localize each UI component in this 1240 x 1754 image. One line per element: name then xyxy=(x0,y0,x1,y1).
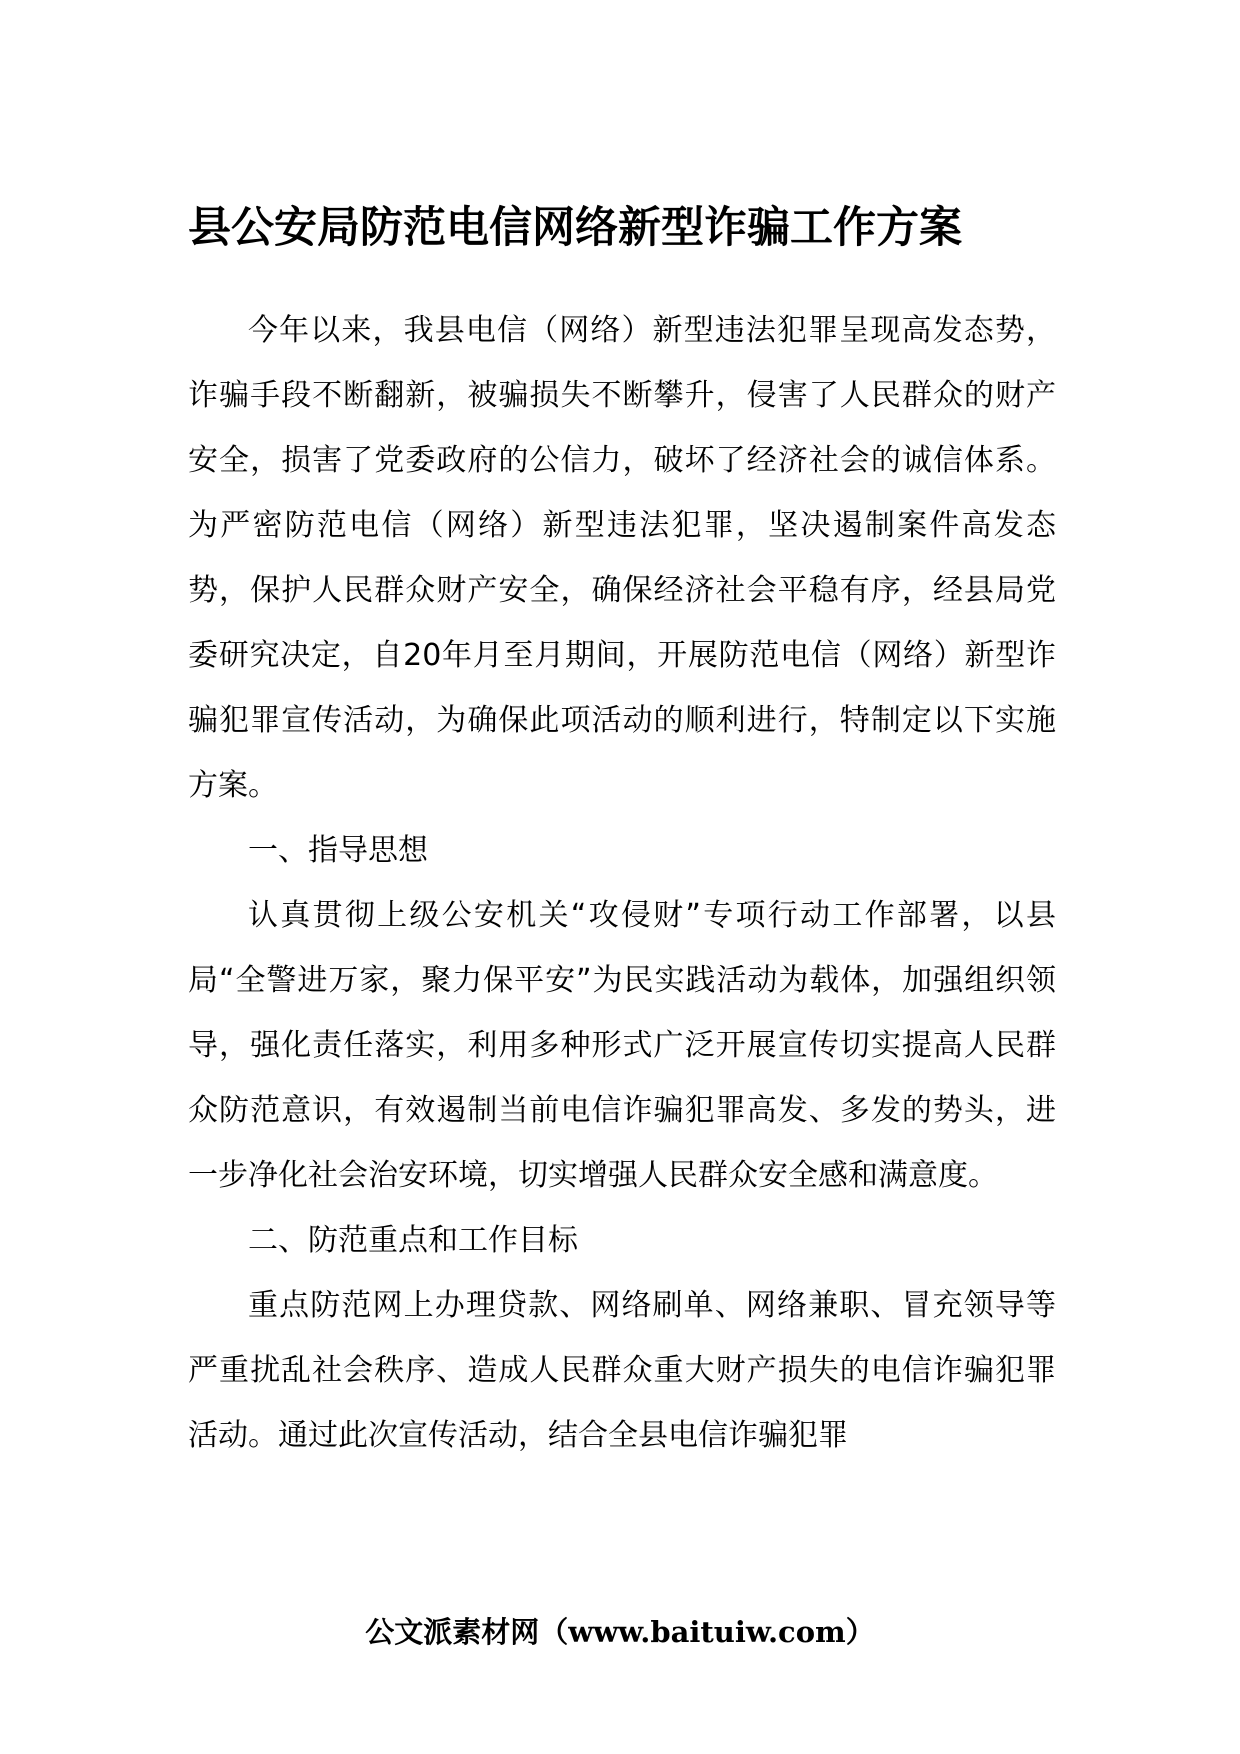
paragraph-prevention-goals: 重点防范网上办理贷款、网络刷单、网络兼职、冒充领导等严重扰乱社会秩序、造成人民群众重大财产损失的电信诈骗犯罪活动。通过此次宣传活动，结合全县电信诈骗犯罪 xyxy=(188,1288,1056,1453)
section-heading-prevention-goals: 二、防范重点和工作目标 xyxy=(248,1223,578,1258)
document-body xyxy=(188,298,1056,1468)
paragraph-intro: 今年以来，我县电信（网络）新型违法犯罪呈现高发态势，诈骗手段不断翻新，被骗损失不断攀升，侵害了人民群众的财产安全，损害了党委政府的公信力，破坏了经济社会的诚信体系。为严密防范电信（网络）新型违法犯罪，坚决遏制案件高发态势，保护人民群众财产安全，确保经济社会平稳有序，经县局党委研究决定，自20年月至月期间，开展防范电信（网络）新型诈骗犯罪宣传活动，为确保此项活动的顺利进行，特制定以下实施方案。 xyxy=(188,313,1056,803)
footer-watermark: 公文派素材网（www.baituiw.com） xyxy=(365,1615,875,1649)
section-heading-guiding-ideology: 一、指导思想 xyxy=(248,833,428,868)
document-title: 县公安局防范电信网络新型诈骗工作方案 xyxy=(188,203,962,253)
paragraph-guiding-ideology: 认真贯彻上级公安机关“攻侵财”专项行动工作部署，以县局“全警进万家，聚力保平安”为民实践活动为载体，加强组织领导，强化责任落实，利用多种形式广泛开展宣传切实提高人民群众防范意识，有效遏制当前电信诈骗犯罪高发、多发的势头，进一步净化社会治安环境，切实增强人民群众安全感和满意度。 xyxy=(188,898,1056,1193)
